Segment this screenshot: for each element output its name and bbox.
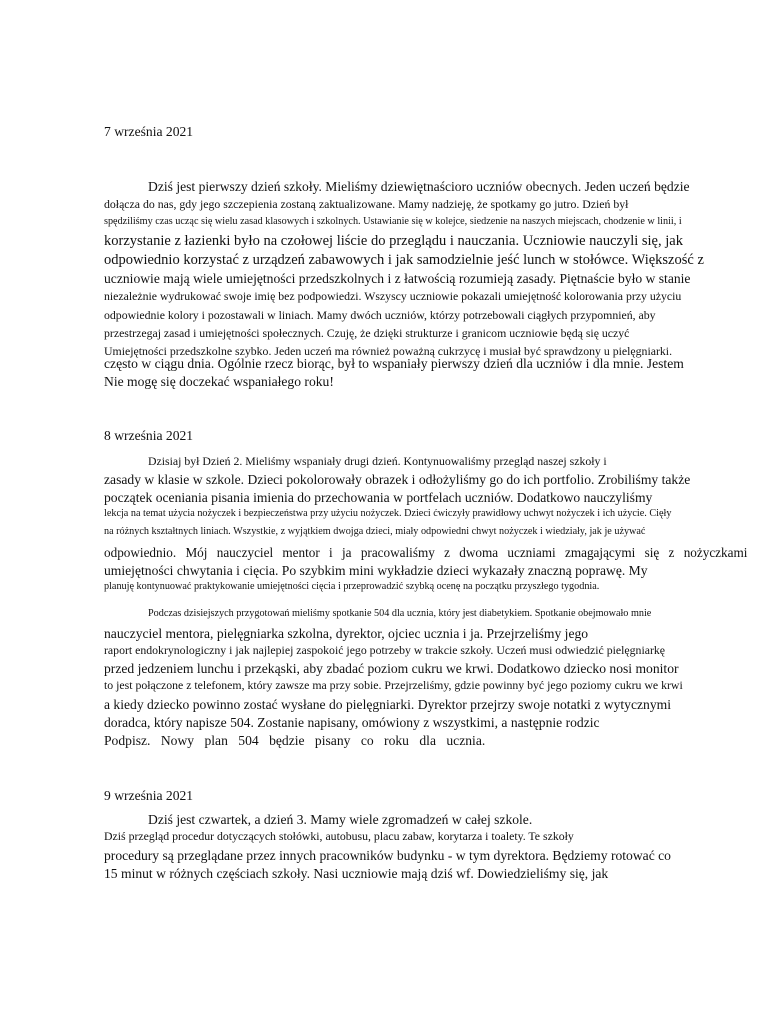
entry-line: Dziś przegląd procedur dotyczących stołówki, autobusu, placu zabaw, korytarza i toalety. Te szkoły	[104, 829, 574, 843]
entry-line: niezależnie wydrukować swoje imię bez podpowiedzi. Wszyscy uczniowie pokazali umiejętność kolorowania przy użyciu	[104, 289, 682, 303]
entry-line: przed jedzeniem lunchu i przekąski, aby zbadać poziom cukru we krwi. Dodatkowo dziecko nosi monitor	[104, 661, 679, 676]
entry-line: zasady w klasie w szkole. Dzieci pokolorowały obrazek i odłożyliśmy go do ich portfolio. Zrobiliśmy także	[104, 472, 691, 487]
entry-line: spędziliśmy czas ucząc się wielu zasad klasowych i szkolnych. Ustawianie się w kolejce, siedzenie na naszych miejscach, chodzenie w linii, i	[104, 216, 682, 227]
entry-line: lekcja na temat użycia nożyczek i bezpieczeństwa przy użyciu nożyczek. Dzieci ćwiczyły prawidłowy uchwyt nożyczek i ich użycie. Cięły	[104, 508, 672, 519]
entry-line: na różnych kształtnych liniach. Wszystkie, z wyjątkiem dwojga dzieci, miały odpowiedni chwyt nożyczek i wiedziały, jak je używać	[104, 526, 646, 537]
entry-line: raport endokrynologiczny i jak najlepiej zaspokoić jego potrzeby w trakcie szkoły. Uczeń musi odwiedzić pielęgniarkę	[104, 643, 666, 657]
entry-line: 15 minut w różnych częściach szkoły. Nasi uczniowie mają dziś wf. Dowiedzieliśmy się, jak	[104, 866, 609, 881]
entry-line: odpowiednio. Mój nauczyciel mentor i ja pracowaliśmy z dwoma uczniami zmagającymi się z nożyczkami	[104, 545, 748, 560]
entry-line: umiejętności chwytania i cięcia. Po szybkim mini wykładzie dzieci wykazały znaczną poprawę. My	[104, 563, 648, 578]
entry-line: Podczas dzisiejszych przygotowań mieliśmy spotkanie 504 dla ucznia, który jest diabetykiem. Spotkanie obejmowało mnie	[148, 608, 652, 619]
entry-line: Nie mogę się doczekać wspaniałego roku!	[104, 374, 334, 389]
entry-line: Dzisiaj był Dzień 2. Mieliśmy wspaniały drugi dzień. Kontynuowaliśmy przegląd naszej szkoły i	[148, 454, 607, 468]
entry-line: dołącza do nas, gdy jego szczepienia zostaną zaktualizowane. Mamy nadzieję, że spotkamy go jutro. Dzień był	[104, 197, 629, 211]
entry-line: korzystanie z łazienki było na czołowej liście do przeglądu i nauczania. Uczniowie nauczyli się, jak	[104, 233, 683, 249]
entry-line: Dziś jest czwartek, a dzień 3. Mamy wiele zgromadzeń w całej szkole.	[148, 812, 533, 827]
entry-line: Dziś jest pierwszy dzień szkoły. Mieliśmy dziewiętnaścioro uczniów obecnych. Jeden uczeń będzie	[148, 179, 690, 194]
entry-date: 9 września 2021	[104, 788, 194, 803]
entry-line: nauczyciel mentora, pielęgniarka szkolna, dyrektor, ojciec ucznia i ja. Przejrzeliśmy jego	[104, 626, 589, 641]
entry-line: początek oceniania pisania imienia do przechowania w portfelach uczniów. Dodatkowo nauczyliśmy	[104, 490, 653, 505]
entry-line: często w ciągu dnia. Ogólnie rzecz biorąc, był to wspaniały pierwszy dzień dla uczniów i dla mnie. Jestem	[104, 356, 684, 371]
entry-line: procedury są przeglądane przez innych pracowników budynku - w tym dyrektora. Będziemy rotować co	[104, 848, 671, 863]
entry-line: doradca, który napisze 504. Zostanie napisany, omówiony z wszystkimi, a następnie rodzic	[104, 715, 600, 730]
entry-line: to jest połączone z telefonem, który zawsze ma przy sobie. Przejrzeliśmy, gdzie powinny być jego poziomy cukru we krwi	[104, 678, 683, 692]
entry-line: Podpisz. Nowy plan 504 będzie pisany co roku dla ucznia.	[104, 733, 486, 748]
entry-line: planuję kontynuować praktykowanie umiejętności cięcia i przeprowadzić szybką ocenę na początku przyszłego tygodnia.	[104, 581, 600, 592]
entry-date: 7 września 2021	[104, 124, 194, 139]
entry-line: a kiedy dziecko powinno zostać wysłane do pielęgniarki. Dyrektor przejrzy swoje notatki z wytycznymi	[104, 697, 671, 712]
entry-line: Umiejętności przedszkolne szybko. Jeden uczeń ma również poważną cukrzycę i musiał być sprawdzony u pielęgniarki.	[104, 344, 673, 358]
entry-line: przestrzegaj zasad i umiejętności społecznych. Czuję, że dzięki strukturze i granicom uczniowie będą się uczyć	[104, 326, 630, 340]
entry-line: uczniowie mają wiele umiejętności przedszkolnych i z łatwością rozumieją zasady. Piętnaście było w stanie	[104, 271, 691, 286]
entry-line: odpowiednie kolory i pozostawali w liniach. Mamy dwóch uczniów, którzy potrzebowali ciągłych przypomnień, aby	[104, 308, 656, 322]
entry-date: 8 września 2021	[104, 428, 194, 443]
entry-line: odpowiednio korzystać z urządzeń zabawowych i jak samodzielnie jeść lunch w stołówce. Większość z	[104, 252, 704, 268]
